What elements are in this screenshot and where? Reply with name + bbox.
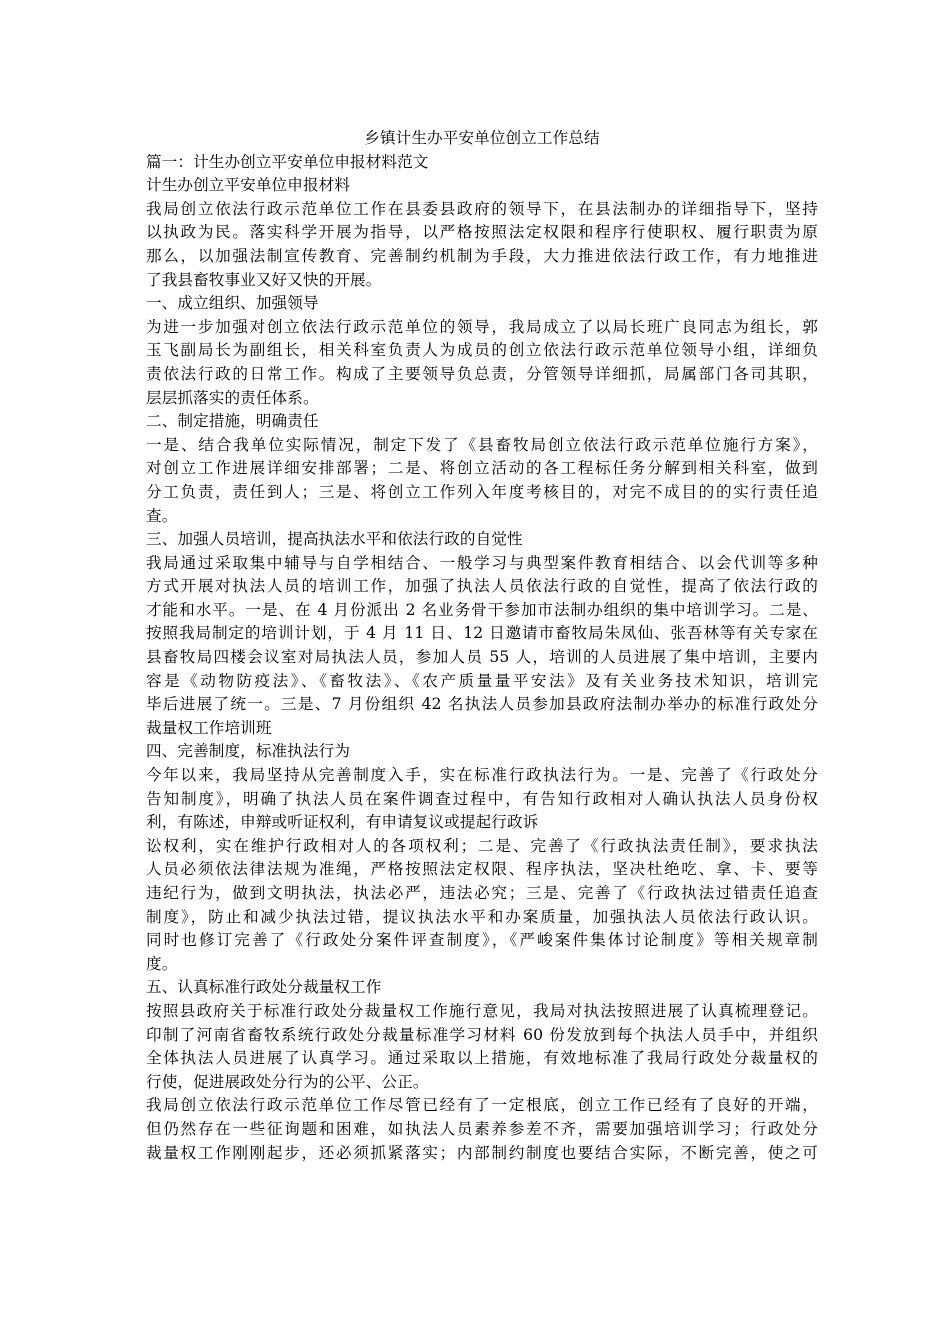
body-text-line: 同时也修订完善了《行政处分案件评查制度》，《严峻案件集体讨论制度》等相关规章制 [146,931,818,950]
body-text-line: 方式开展对执法人员的培训工作，加强了执法人员依法行政的自觉性，提高了依法行政的 [146,577,818,596]
body-text-line: 告知制度》，明确了执法人员在案件调查过程中，有告知行政相对人确认执法人员身份权 [146,789,818,808]
body-text-line: 四、完善制度，标准执法行为 [146,742,351,761]
body-text-line: 印制了河南省畜牧系统行政处分裁量标准学习材料 60 份发放到每个执法人员手中，并组织 [146,1025,818,1044]
body-text-line: 了我县畜牧事业又好又快的开展。 [146,270,382,289]
body-text-line: 我局创立依法行政示范单位工作在县委县政府的领导下，在县法制办的详细指导下，坚持 [146,199,818,218]
body-text-line: 人员必须依法律法规为准绳，严格按照法定权限、程序执法，坚决杜绝吃、拿、卡、要等 [146,860,818,879]
body-text-line: 层层抓落实的责任体系。 [146,388,319,407]
body-text-line: 但仍然存在一些征询题和困难，如执法人员素养参差不齐，需要加强培训学习；行政处分 [146,1119,818,1138]
body-text-line: 一、成立组织、加强领导 [146,294,319,313]
body-text-line: 对创立工作进展详细安排部署；二是、将创立活动的各工程标任务分解到相关科室，做到 [146,459,818,478]
body-text-line: 一是、结合我单位实际情况，制定下发了《县畜牧局创立依法行政示范单位施行方案》， [146,435,818,454]
body-text-line: 我局创立依法行政示范单位工作尽管已经有了一定根底，创立工作已经有了良好的开端， [146,1096,818,1115]
body-text-line: 按照县政府关于标准行政处分裁量权工作施行意见，我局对执法按照进展了认真梳理登记。 [146,1001,818,1020]
body-text-line: 容是《动物防疫法》、《畜牧法》、《农产质量量平安法》及有关业务技术知识，培训完 [146,671,818,690]
body-text-line: 以执政为民。落实科学开展为指导，以严格按照法定权限和程序行使职权、履行职责为原 [146,223,818,242]
body-text-line: 按照我局制定的培训计划，于 4 月 11 日、12 日邀请市畜牧局朱凤仙、张吾林等有关专家在 [146,624,818,643]
document-title: 乡镇计生办平安单位创立工作总结 [364,129,600,147]
body-text-line: 玉飞副局长为副组长，相关科室负责人为成员的创立依法行政示范单位领导小组，详细负 [146,341,818,360]
body-text-line: 度。 [146,954,178,973]
body-text-line: 违纪行为，做到文明执法，执法必严，违法必究；三是、完善了《行政执法过错责任追查 [146,884,818,902]
body-text-line: 讼权利，实在维护行政相对人的各项权利；二是、完善了《行政执法责任制》，要求执法 [146,836,818,855]
body-text-line: 全体执法人员进展了认真学习。通过采取以上措施，有效地标准了我局行政处分裁量权的 [146,1049,818,1068]
document-body [146,151,818,1166]
body-text-line: 县畜牧局四楼会议室对局执法人员，参加人员 55 人，培训的人员进展了集中培训，主要内 [146,648,818,667]
body-text-line: 行使，促进展政处分行为的公平、公正。 [146,1072,429,1091]
body-text-line: 那么，以加强法制宣传教育、完善制约机制为手段，大力推进依法行政工作，有力地推进 [146,246,818,265]
body-text-line: 才能和水平。一是、在 4 月份派出 2 名业务骨干参加市法制办组织的集中培训学习。二是、 [146,600,818,619]
body-text-line: 五、认真标准行政处分裁量权工作 [146,978,382,997]
body-text-line: 利，有陈述，申辩或听证权利，有申请复议或提起行政诉 [146,813,539,832]
body-text-line: 毕后进展了统一。三是、7 月份组织 42 名执法人员参加县政府法制办举办的标准行政处分 [146,695,818,714]
body-text-line: 分工负责，责任到人；三是、将创立工作列入年度考核目的，对完不成目的的实行责任追 [146,482,818,501]
body-text-line: 为进一步加强对创立依法行政示范单位的领导，我局成立了以局长班广良同志为组长，郭 [146,317,818,336]
body-text-line: 篇一：计生办创立平安单位申报材料范文 [146,152,429,171]
body-text-line: 计生办创立平安单位申报材料 [146,176,351,195]
body-text-line: 查。 [146,506,178,525]
document-page [146,127,818,1165]
body-text-line: 三、加强人员培训，提高执法水平和依法行政的自觉性 [146,530,523,549]
body-text-line: 裁量权工作刚刚起步，还必须抓紧落实；内部制约制度也要结合实际，不断完善，使之可 [146,1143,818,1162]
body-text-line: 责依法行政的日常工作。构成了主要领导负总责，分管领导详细抓，局属部门各司其职， [146,364,818,383]
body-text-line: 制度》，防止和减少执法过错，提议执法水平和办案质量，加强执法人员依法行政认识。 [146,907,818,926]
body-text-line: 我局通过采取集中辅导与自学相结合、一般学习与典型案件教育相结合、以会代训等多种 [146,553,818,572]
body-text-line: 今年以来，我局坚持从完善制度入手，实在标准行政执法行为。一是、完善了《行政处分 [146,766,818,785]
body-text-line: 二、制定措施，明确责任 [146,412,319,431]
body-text-line: 裁量权工作培训班 [146,718,272,737]
